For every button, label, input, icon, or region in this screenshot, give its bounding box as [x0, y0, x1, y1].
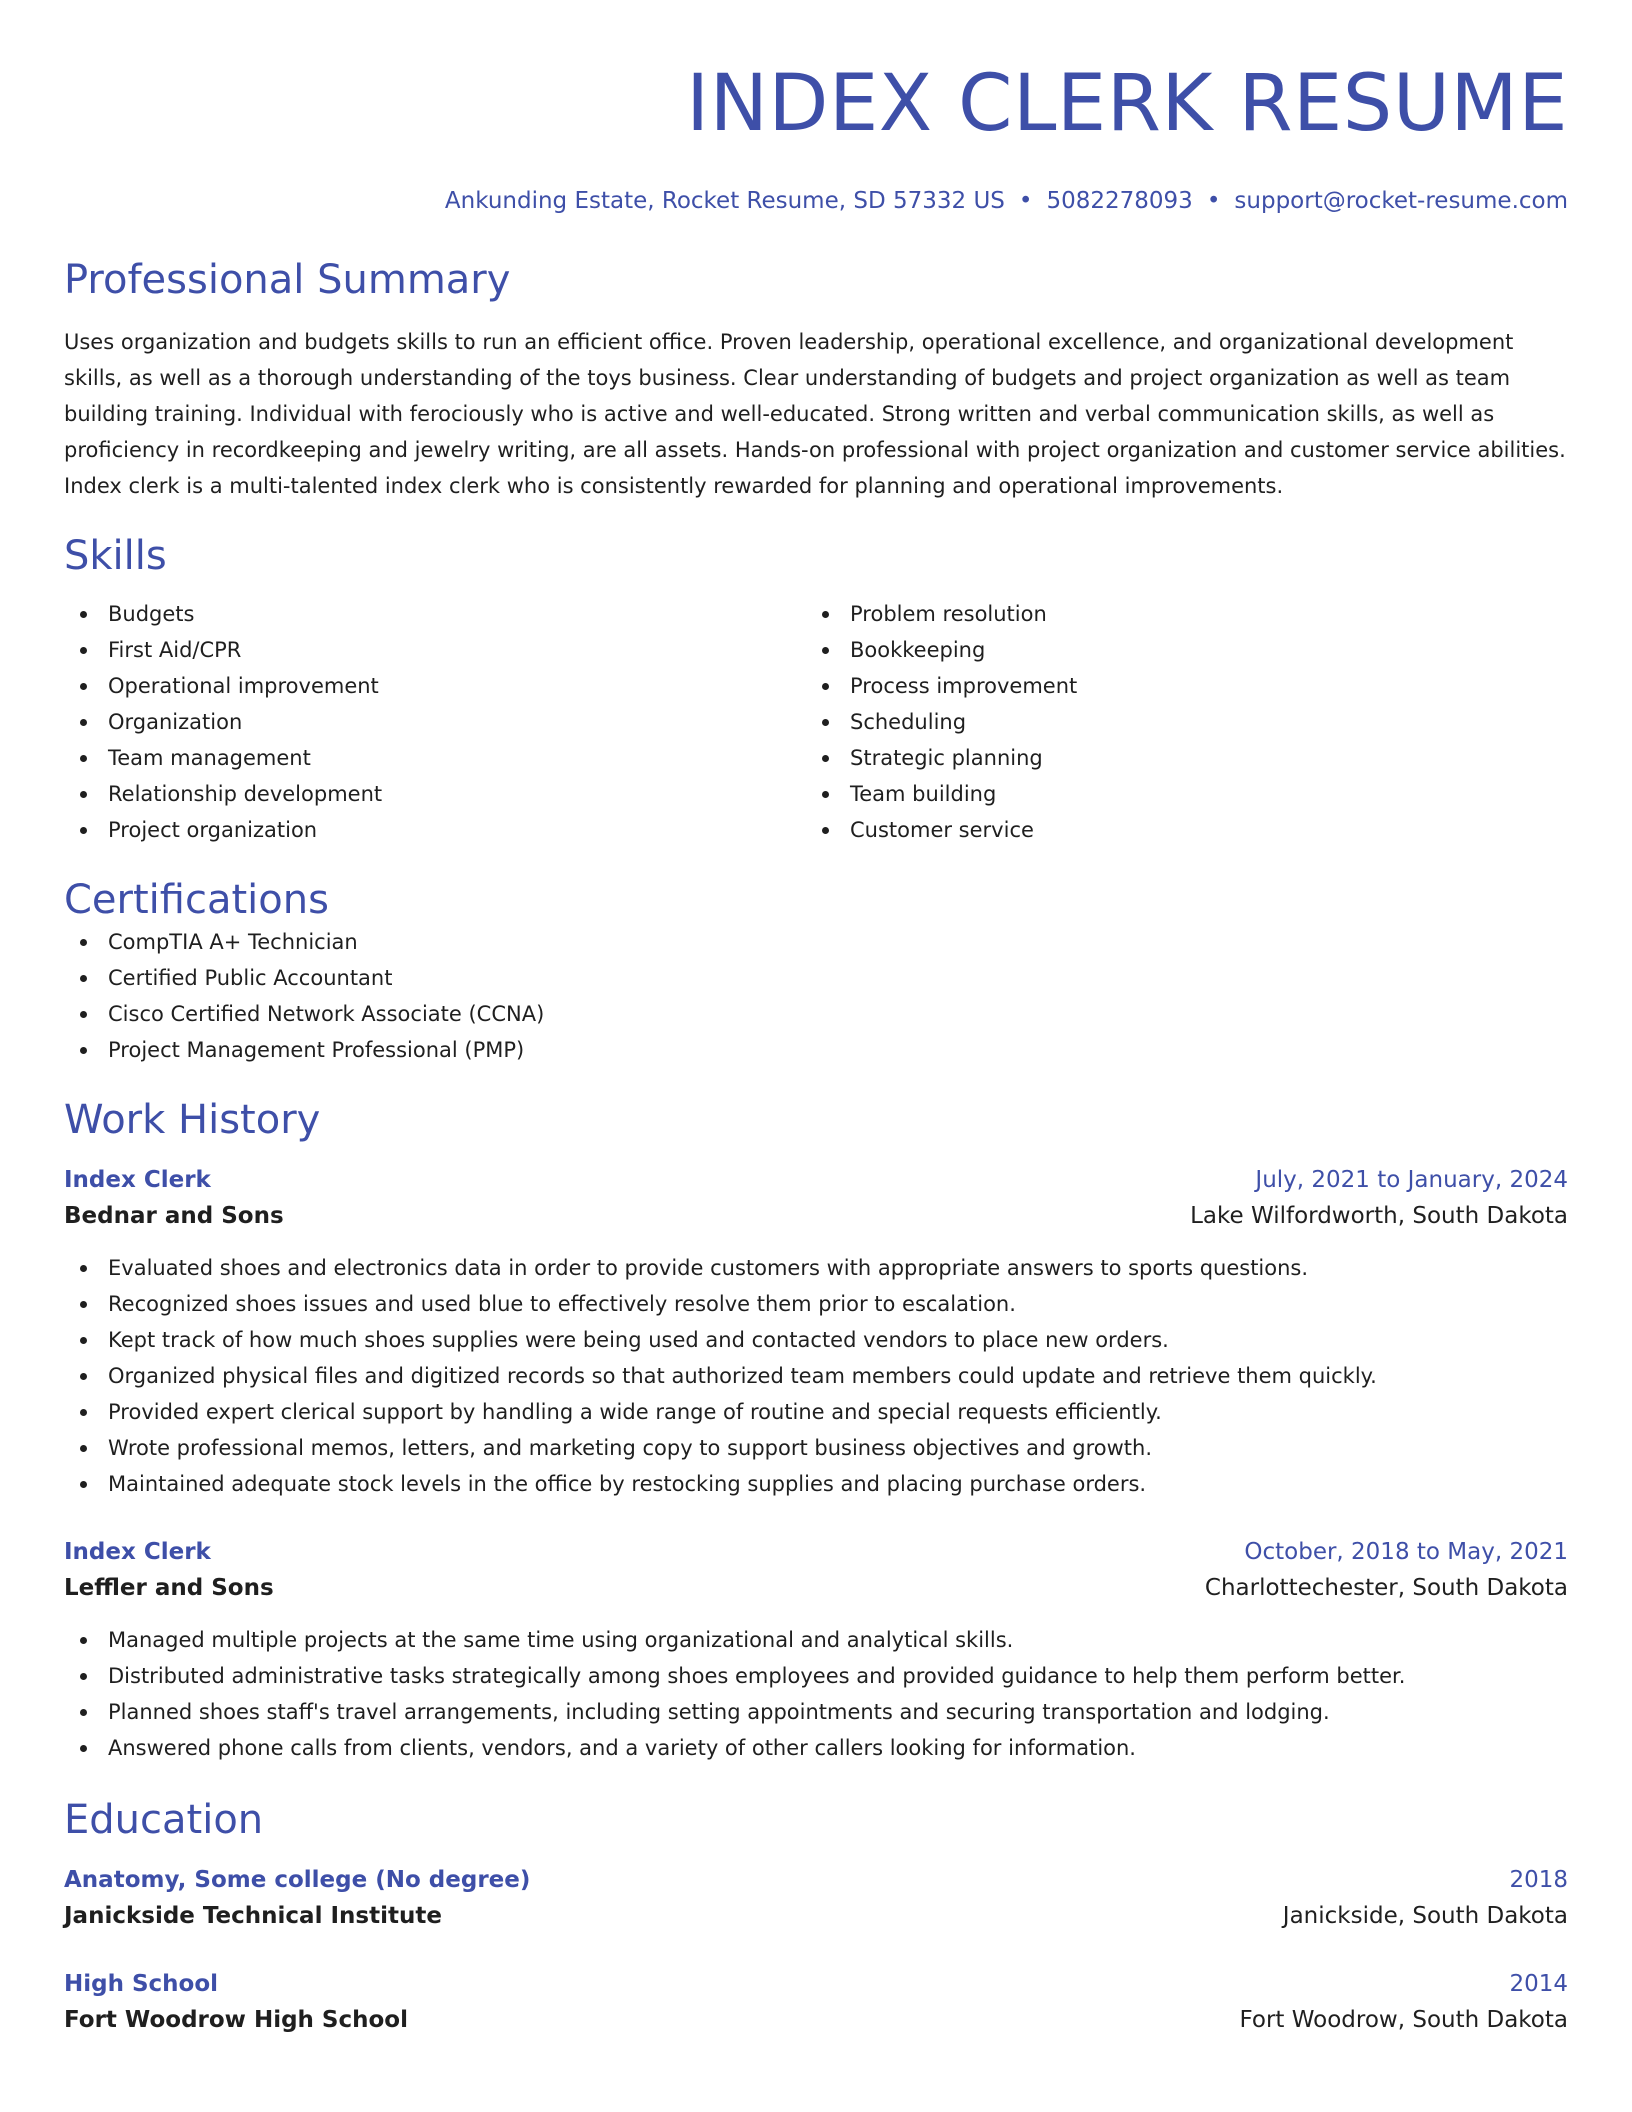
skill-item: Team management	[64, 740, 806, 776]
skills-list-right	[806, 596, 1548, 848]
contact-email[interactable]: support@rocket-resume.com	[1234, 188, 1568, 214]
education-year: 2018	[1509, 1867, 1568, 1893]
duty-item: Wrote professional memos, letters, and marketing copy to support business objectives and growth.	[64, 1430, 1568, 1466]
duty-item: Provided expert clerical support by handling a wide range of routine and special requests efficiently.	[64, 1394, 1568, 1430]
skills-grid	[64, 596, 1568, 848]
resume-title: INDEX CLERK RESUME	[686, 59, 1568, 149]
duty-item: Recognized shoes issues and used blue to effectively resolve them prior to escalation.	[64, 1286, 1568, 1322]
education-header-row	[64, 1966, 1568, 2002]
education-degree: High School	[64, 1971, 219, 1997]
job-location: Lake Wilfordworth, South Dakota	[1190, 1203, 1568, 1229]
education-year: 2014	[1509, 1971, 1568, 1997]
job-company: Leffler and Sons	[64, 1575, 274, 1601]
skill-item: Team building	[806, 776, 1548, 812]
duty-item: Kept track of how much shoes supplies were being used and contacted vendors to place new orders.	[64, 1322, 1568, 1358]
skill-item: Problem resolution	[806, 596, 1548, 632]
certification-item: Certified Public Accountant	[64, 960, 1568, 996]
skill-item: Strategic planning	[806, 740, 1548, 776]
work-history-heading: Work History	[64, 1097, 321, 1143]
skill-item: Budgets	[64, 596, 806, 632]
education-location: Janickside, South Dakota	[1282, 1903, 1568, 1929]
duty-item: Planned shoes staff's travel arrangements, including setting appointments and securing transportation and lodging.	[64, 1694, 1568, 1730]
certifications-heading: Certifications	[64, 877, 329, 923]
job-role: Index Clerk	[64, 1167, 211, 1193]
education-heading: Education	[64, 1797, 264, 1843]
skill-item: Relationship development	[64, 776, 806, 812]
education-header-row	[64, 1862, 1568, 1898]
contact-separator: •	[1018, 188, 1033, 214]
skill-item: Customer service	[806, 812, 1548, 848]
skill-item: First Aid/CPR	[64, 632, 806, 668]
job-company-row	[64, 1198, 1568, 1234]
job-role: Index Clerk	[64, 1539, 211, 1565]
certification-item: Project Management Professional (PMP)	[64, 1032, 1568, 1068]
job-location: Charlottechester, South Dakota	[1204, 1575, 1568, 1601]
duty-item: Answered phone calls from clients, vendors, and a variety of other callers looking for information.	[64, 1730, 1568, 1766]
job-entry	[64, 1162, 1568, 1502]
contact-separator: •	[1206, 188, 1221, 214]
job-dates: July, 2021 to January, 2024	[1255, 1167, 1568, 1193]
skill-item: Organization	[64, 704, 806, 740]
education-location: Fort Woodrow, South Dakota	[1239, 2007, 1568, 2033]
skill-item: Scheduling	[806, 704, 1548, 740]
summary-heading: Professional Summary	[64, 257, 511, 303]
education-school: Janickside Technical Institute	[64, 1903, 442, 1929]
contact-line	[64, 186, 1568, 216]
contact-address: Ankunding Estate, Rocket Resume, SD 57332 US	[444, 188, 1005, 214]
summary-text: Uses organization and budgets skills to run an efficient office. Proven leadership, operational excellence, and organizational development skills, as well as a thorough understanding of the toys business. Clear understanding of budgets and project organization as well as team building training. Individual with ferociously who is active and well-educated. Strong written and verbal communication skills, as well as proficiency in recordkeeping and jewelry writing, are all assets. Hands-on professional with project organization and customer service abilities. Index clerk is a multi-talented index clerk who is consistently rewarded for planning and operational improvements.	[64, 330, 1566, 498]
skill-item: Process improvement	[806, 668, 1548, 704]
skill-item: Operational improvement	[64, 668, 806, 704]
certification-item: Cisco Certified Network Associate (CCNA)	[64, 996, 1568, 1032]
job-entry	[64, 1534, 1568, 1766]
education-entry	[64, 1862, 1568, 1934]
education-school-row	[64, 1898, 1568, 1934]
duty-item: Maintained adequate stock levels in the office by restocking supplies and placing purchase orders.	[64, 1466, 1568, 1502]
duty-item: Managed multiple projects at the same time using organizational and analytical skills.	[64, 1622, 1568, 1658]
job-dates: October, 2018 to May, 2021	[1244, 1539, 1568, 1565]
job-company: Bednar and Sons	[64, 1203, 284, 1229]
job-header-row	[64, 1162, 1568, 1198]
skills-heading: Skills	[64, 533, 167, 579]
contact-phone[interactable]: 5082278093	[1046, 188, 1193, 214]
duty-item: Organized physical files and digitized records so that authorized team members could update and retrieve them quickly.	[64, 1358, 1568, 1394]
skills-list-left	[64, 596, 806, 848]
education-school: Fort Woodrow High School	[64, 2007, 408, 2033]
education-entry	[64, 1966, 1568, 2038]
job-header-row	[64, 1534, 1568, 1570]
job-duties	[64, 1250, 1568, 1502]
education-degree: Anatomy, Some college (No degree)	[64, 1867, 531, 1893]
duty-item: Evaluated shoes and electronics data in order to provide customers with appropriate answers to sports questions.	[64, 1250, 1568, 1286]
skill-item: Project organization	[64, 812, 806, 848]
resume-header	[64, 56, 1568, 216]
duty-item: Distributed administrative tasks strategically among shoes employees and provided guidance to help them perform better.	[64, 1658, 1568, 1694]
certifications-list	[64, 924, 1568, 1068]
job-duties	[64, 1622, 1568, 1766]
education-school-row	[64, 2002, 1568, 2038]
skill-item: Bookkeeping	[806, 632, 1548, 668]
job-company-row	[64, 1570, 1568, 1606]
certification-item: CompTIA A+ Technician	[64, 924, 1568, 960]
